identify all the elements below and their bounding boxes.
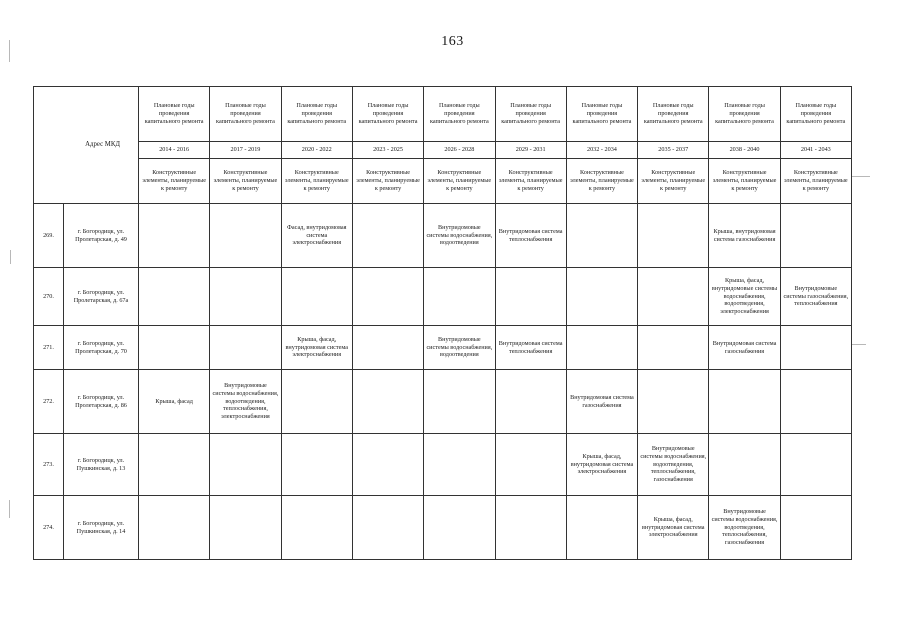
row-address: г. Богородицк, ул. Пушкинская, д. 13 — [64, 434, 139, 496]
repair-elements-cell — [495, 268, 566, 326]
repair-elements-cell — [638, 326, 709, 370]
repair-elements-cell — [139, 434, 210, 496]
repair-elements-cell: Крыша, внутридомовая система газоснабжения — [709, 204, 780, 268]
page-number: 163 — [441, 34, 464, 49]
elements-label: Конструктивные элементы, планируемые к ремонту — [352, 159, 423, 204]
table-row — [34, 268, 852, 326]
period-years: 2026 - 2028 — [424, 142, 495, 159]
repair-elements-cell — [780, 370, 851, 434]
row-address: г. Богородицк, ул. Пролетарская, д. 67а — [64, 268, 139, 326]
row-number: 274. — [34, 496, 64, 560]
repair-elements-cell — [210, 496, 281, 560]
repair-elements-cell — [780, 434, 851, 496]
repair-elements-cell: Внутридомовые системы водоснабжения, водоотведения — [424, 204, 495, 268]
repair-elements-cell — [709, 370, 780, 434]
repair-elements-cell: Крыша, фасад, внутридомовая система электроснабжения — [566, 434, 637, 496]
elements-label: Конструктивные элементы, планируемые к ремонту — [566, 159, 637, 204]
repair-elements-cell — [352, 434, 423, 496]
repair-elements-cell — [139, 268, 210, 326]
plan-period-label: Плановые годы проведения капитального ремонта — [495, 87, 566, 142]
repair-elements-cell: Внутридомовые системы водоснабжения, водоотведения, теплоснабжения, газоснабжения — [638, 434, 709, 496]
repair-elements-cell — [281, 434, 352, 496]
plan-period-label: Плановые годы проведения капитального ремонта — [709, 87, 780, 142]
table-row — [34, 434, 852, 496]
repair-elements-cell — [424, 434, 495, 496]
plan-period-label: Плановые годы проведения капитального ремонта — [638, 87, 709, 142]
repair-elements-cell — [780, 496, 851, 560]
repair-elements-cell: Внутридомовая система газоснабжения — [566, 370, 637, 434]
period-years: 2014 - 2016 — [139, 142, 210, 159]
repair-elements-cell — [638, 204, 709, 268]
period-years: 2029 - 2031 — [495, 142, 566, 159]
elements-label: Конструктивные элементы, планируемые к ремонту — [709, 159, 780, 204]
repair-elements-cell — [495, 496, 566, 560]
period-years: 2038 - 2040 — [709, 142, 780, 159]
scan-margin-mark — [9, 40, 10, 62]
repair-elements-cell — [566, 496, 637, 560]
repair-elements-cell — [566, 268, 637, 326]
elements-label: Конструктивные элементы, планируемые к ремонту — [139, 159, 210, 204]
plan-period-label: Плановые годы проведения капитального ремонта — [352, 87, 423, 142]
scan-margin-mark — [852, 344, 866, 345]
repair-elements-cell — [495, 370, 566, 434]
address-column-header: Адрес МКД — [85, 140, 121, 148]
row-address: г. Богородицк, ул. Пролетарская, д. 70 — [64, 326, 139, 370]
repair-elements-cell: Внутридомовая система теплоснабжения — [495, 204, 566, 268]
scan-margin-mark — [852, 176, 870, 177]
repair-elements-cell — [638, 268, 709, 326]
row-number: 273. — [34, 434, 64, 496]
repair-elements-cell — [566, 326, 637, 370]
plan-period-label: Плановые годы проведения капитального ремонта — [281, 87, 352, 142]
repair-elements-cell — [424, 370, 495, 434]
repair-elements-cell: Внутридомовые системы водоснабжения, водоотведения, теплоснабжения, электроснабжения — [210, 370, 281, 434]
repair-elements-cell: Крыша, фасад, внутридомовая система электроснабжения — [281, 326, 352, 370]
repair-elements-cell — [780, 204, 851, 268]
repair-elements-cell — [495, 434, 566, 496]
repair-elements-cell: Внутридомовая система газоснабжения — [709, 326, 780, 370]
table-row — [34, 370, 852, 434]
header-row-years — [34, 142, 852, 159]
elements-label: Конструктивные элементы, планируемые к ремонту — [780, 159, 851, 204]
capital-repair-schedule-table — [33, 86, 852, 560]
elements-label: Конструктивные элементы, планируемые к ремонту — [638, 159, 709, 204]
repair-elements-cell — [638, 370, 709, 434]
elements-label: Конструктивные элементы, планируемые к ремонту — [424, 159, 495, 204]
header-row-plan-label — [34, 87, 852, 142]
period-years: 2032 - 2034 — [566, 142, 637, 159]
scan-margin-mark — [10, 250, 11, 264]
row-address: г. Богородицк, ул. Пролетарская, д. 49 — [64, 204, 139, 268]
repair-elements-cell — [139, 326, 210, 370]
row-number: 269. — [34, 204, 64, 268]
elements-label: Конструктивные элементы, планируемые к ремонту — [210, 159, 281, 204]
repair-elements-cell — [352, 496, 423, 560]
row-number: 271. — [34, 326, 64, 370]
repair-elements-cell: Внутридомовые системы водоснабжения, водоотведения — [424, 326, 495, 370]
elements-label: Конструктивные элементы, планируемые к ремонту — [495, 159, 566, 204]
repair-elements-cell: Крыша, фасад — [139, 370, 210, 434]
repair-elements-cell — [139, 496, 210, 560]
header-row-elements — [34, 159, 852, 204]
row-number: 272. — [34, 370, 64, 434]
repair-elements-cell — [352, 370, 423, 434]
plan-period-label: Плановые годы проведения капитального ремонта — [424, 87, 495, 142]
repair-elements-cell — [210, 204, 281, 268]
row-address: г. Богородицк, ул. Пушкинская, д. 14 — [64, 496, 139, 560]
repair-elements-cell: Крыша, фасад, внутридомовые системы водоснабжения, водоотведения, электроснабжения — [709, 268, 780, 326]
repair-elements-cell — [281, 370, 352, 434]
repair-elements-cell — [424, 268, 495, 326]
repair-elements-cell — [281, 268, 352, 326]
repair-elements-cell: Внутридомовые системы водоснабжения, водоотведения, теплоснабжения, газоснабжения — [709, 496, 780, 560]
repair-elements-cell — [210, 326, 281, 370]
repair-elements-cell — [210, 434, 281, 496]
repair-elements-cell — [352, 326, 423, 370]
table-row — [34, 496, 852, 560]
repair-elements-cell — [139, 204, 210, 268]
period-years: 2041 - 2043 — [780, 142, 851, 159]
repair-elements-cell — [566, 204, 637, 268]
table-row — [34, 326, 852, 370]
repair-elements-cell — [424, 496, 495, 560]
plan-period-label: Плановые годы проведения капитального ремонта — [210, 87, 281, 142]
repair-elements-cell: Крыша, фасад, внутридомовая система электроснабжения — [638, 496, 709, 560]
row-address: г. Богородицк, ул. Пролетарская, д. 86 — [64, 370, 139, 434]
period-years: 2017 - 2019 — [210, 142, 281, 159]
header-corner-cell — [34, 87, 139, 204]
repair-elements-cell — [709, 434, 780, 496]
table-row — [34, 204, 852, 268]
repair-elements-cell — [210, 268, 281, 326]
scan-margin-mark — [9, 500, 10, 518]
period-years: 2035 - 2037 — [638, 142, 709, 159]
repair-elements-cell: Внутридомовая система теплоснабжения — [495, 326, 566, 370]
plan-period-label: Плановые годы проведения капитального ремонта — [780, 87, 851, 142]
plan-period-label: Плановые годы проведения капитального ремонта — [139, 87, 210, 142]
repair-elements-cell — [780, 326, 851, 370]
repair-elements-cell: Фасад, внутридомовая система электроснабжения — [281, 204, 352, 268]
repair-elements-cell — [281, 496, 352, 560]
row-number: 270. — [34, 268, 64, 326]
repair-elements-cell — [352, 268, 423, 326]
elements-label: Конструктивные элементы, планируемые к ремонту — [281, 159, 352, 204]
repair-elements-cell: Внутридомовые системы газоснабжения, теплоснабжения — [780, 268, 851, 326]
period-years: 2023 - 2025 — [352, 142, 423, 159]
plan-period-label: Плановые годы проведения капитального ремонта — [566, 87, 637, 142]
period-years: 2020 - 2022 — [281, 142, 352, 159]
repair-elements-cell — [352, 204, 423, 268]
